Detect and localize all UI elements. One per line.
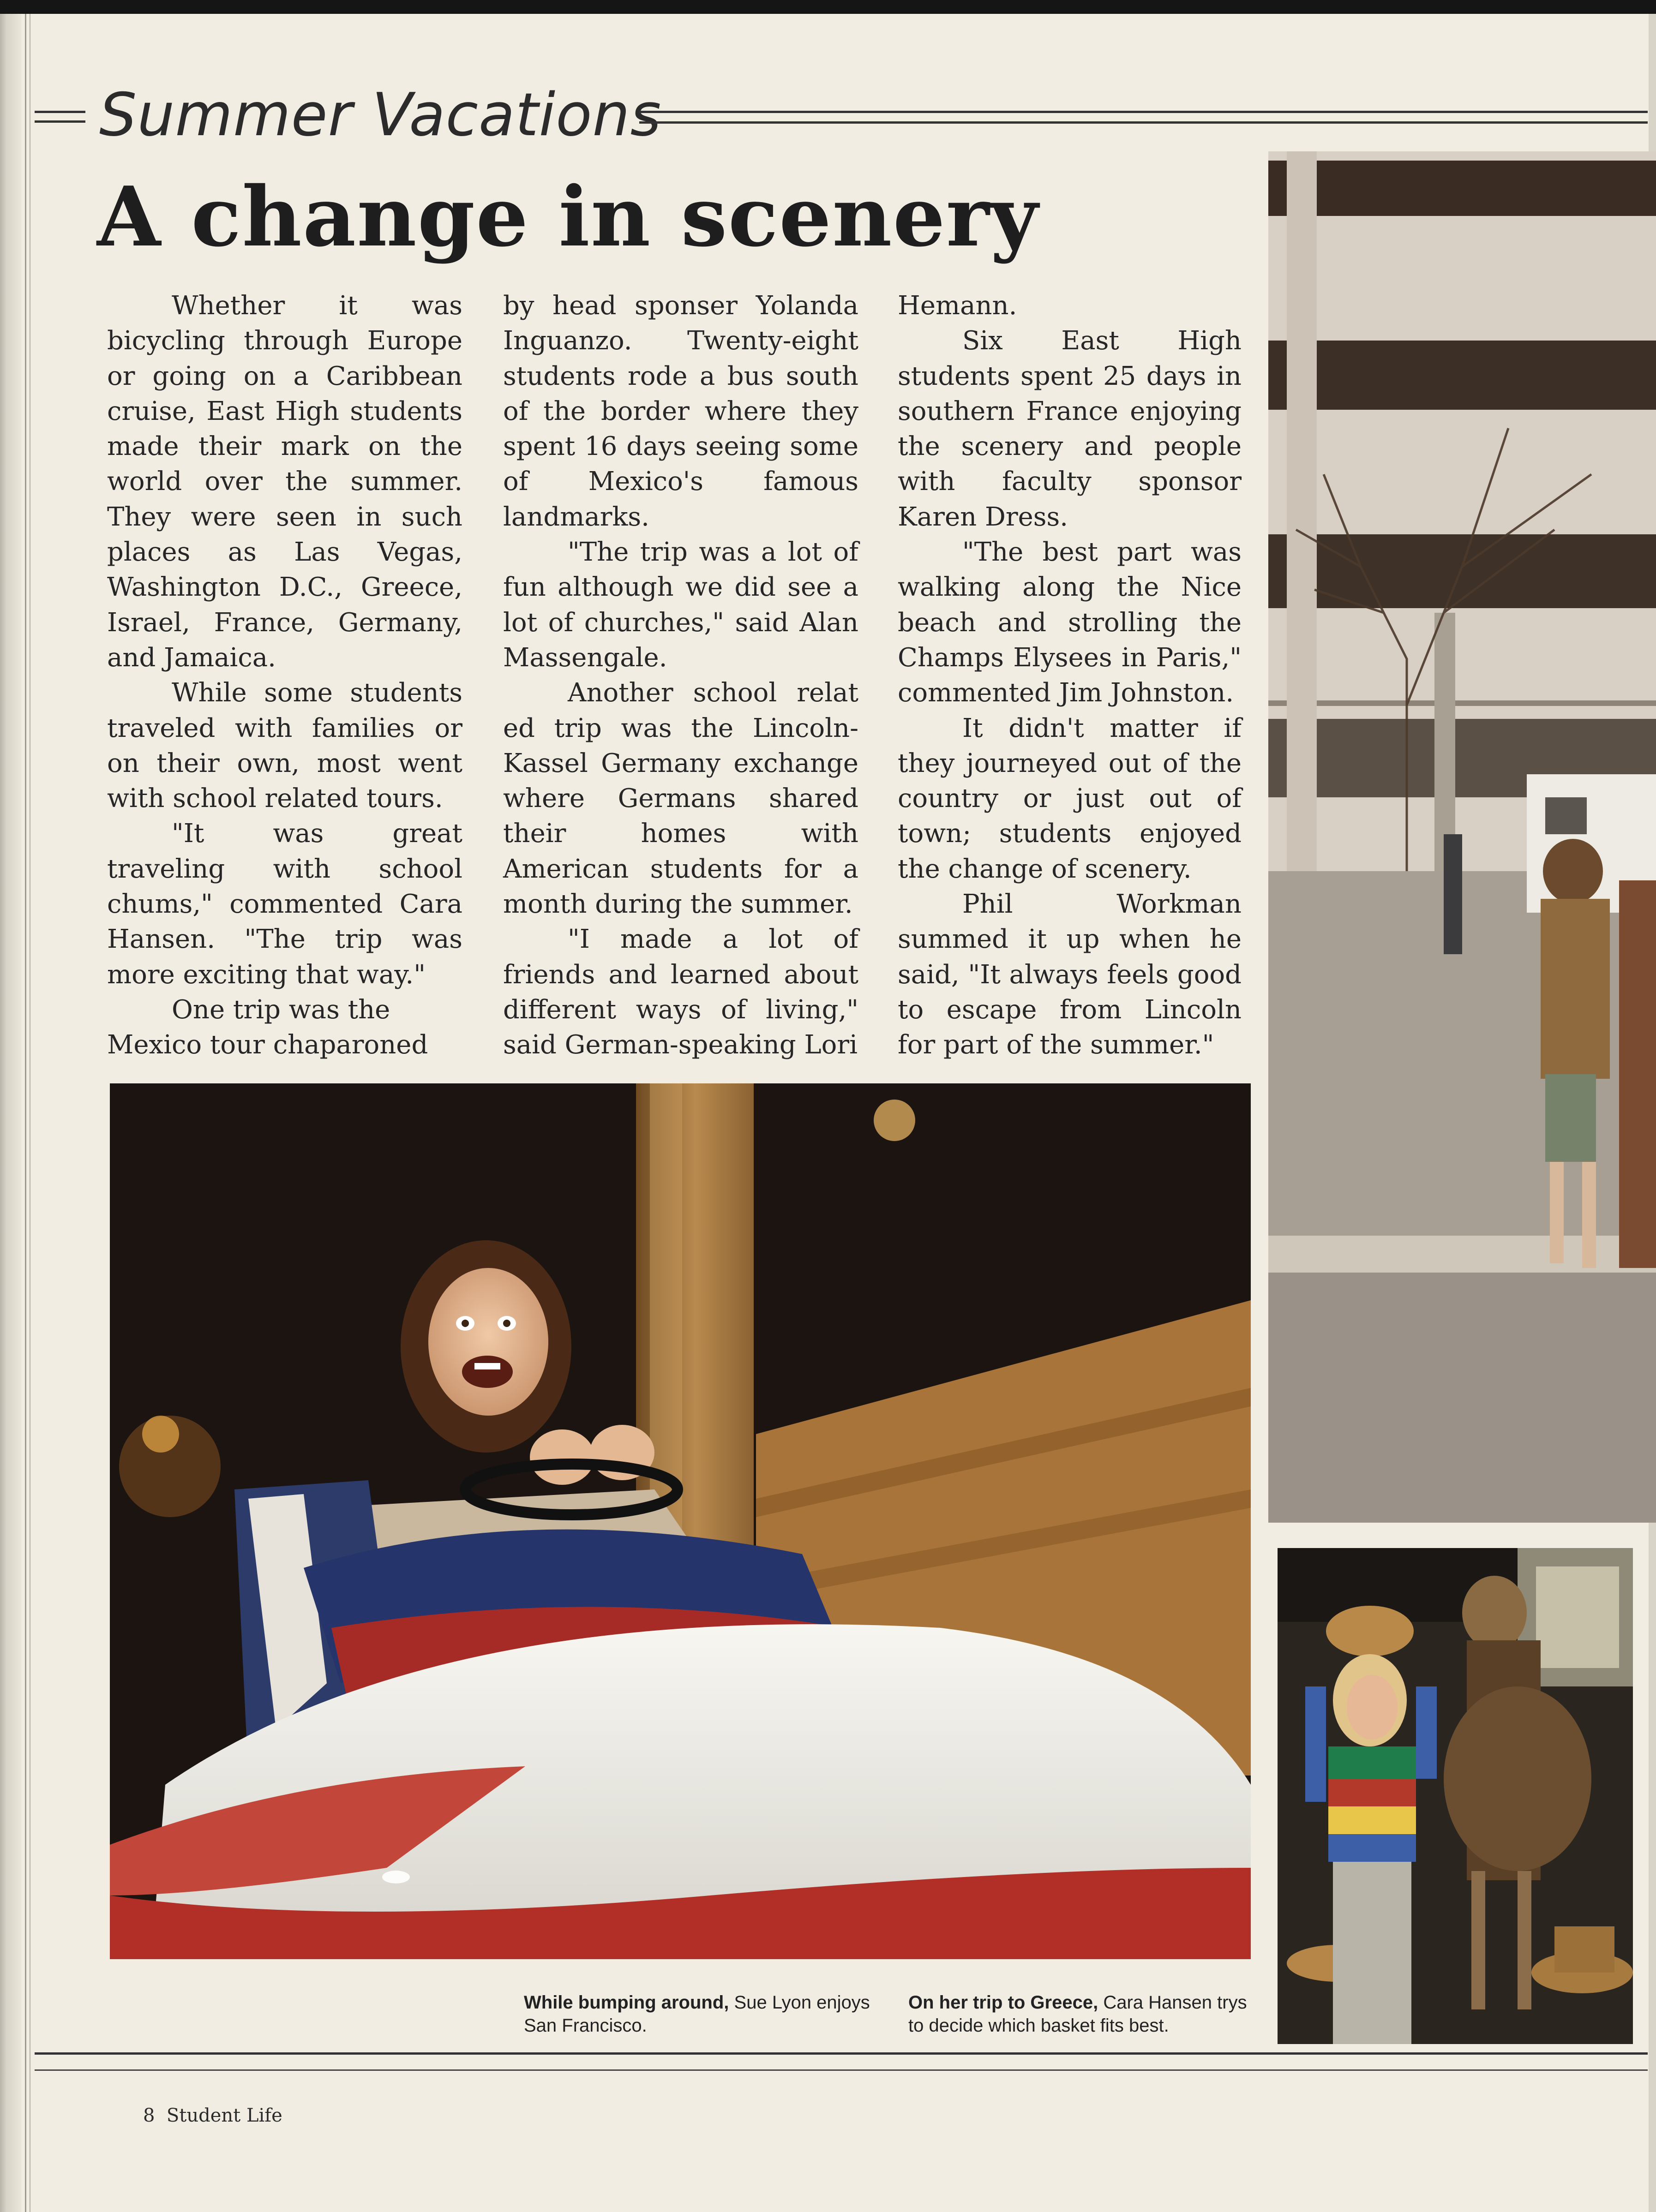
headline: A change in scenery xyxy=(97,168,1039,265)
greece-market-photo xyxy=(1278,1548,1633,2044)
caption-text: Sue Lyon enjoys San Francisco. xyxy=(524,1992,870,2036)
caption-greece-photo xyxy=(908,1991,1259,2037)
paragraph: It didn't matter if they journeyed out of the country or just out of town; students enjoyed the change of scenery. xyxy=(898,713,1242,884)
footer-rule xyxy=(35,2052,1648,2055)
paragraph: One trip was the Mexico tour chaparoned xyxy=(107,994,428,1060)
caption-lead: While bumping around, xyxy=(524,1992,729,2013)
paragraph: Hemann. xyxy=(898,291,1017,321)
section-kicker: Summer Vacations xyxy=(99,81,662,149)
paragraph: "It was great traveling with school chums," commented Cara Hansen. "The trip was more exciting that way." xyxy=(107,819,462,990)
header-rule-left xyxy=(35,111,85,123)
paragraph: "The best part was walking along the Nice beach and strolling the Champs Elysees in Paris," commented Jim Johnston. xyxy=(898,537,1242,708)
caption-main-photo xyxy=(524,1991,875,2037)
paragraph: Whether it was bicycling through Europe or going on a Caribbean cruise, East High students made their mark on the world over the summer. They were seen in such places as Las Vegas, Washington D.C., Greece, Israel, France, Germany, and Jamaica. xyxy=(107,291,462,673)
paragraph: "I made a lot of friends and learned about different ways of living," said German-speaking Lori xyxy=(503,924,858,1060)
page-folio: 8 Student Life xyxy=(143,2105,282,2126)
paragraph: "The trip was a lot of fun although we did see a lot of churches," said Alan Massengale. xyxy=(503,537,858,673)
article-column-1 xyxy=(107,288,462,1063)
paragraph: by head sponser Yolanda Inguanzo. Twenty-eight students rode a bus south of the border where they spent 16 days seeing some of Mexico's famous landmarks. xyxy=(503,291,858,532)
paragraph: While some students traveled with families or on their own, most went with school related tours. xyxy=(107,678,462,814)
street-scene-photo xyxy=(1268,151,1656,1523)
page-left-edge xyxy=(0,14,21,2212)
caption-text: Cara Hansen trys to decide which basket fits best. xyxy=(908,1992,1247,2036)
bumper-car-photo xyxy=(110,1083,1251,1959)
article-column-2 xyxy=(503,288,858,1063)
paragraph: Another school relat ed trip was the Lincoln-Kassel Germany exchange where Germans shared their homes with American students for a month during the summer. xyxy=(503,678,858,920)
paragraph: Phil Workman summed it up when he said, "It always feels good to escape from Lincoln for part of the summer." xyxy=(898,889,1242,1060)
article-column-3 xyxy=(898,288,1242,1063)
caption-lead: On her trip to Greece, xyxy=(908,1992,1098,2013)
page-top-band xyxy=(0,0,1656,14)
binding-line xyxy=(25,14,26,2212)
header-rule-right xyxy=(639,111,1648,124)
paragraph: Six East High students spent 25 days in southern France enjoying the scenery and people with faculty sponsor Karen Dress. xyxy=(898,326,1242,532)
footer-rule xyxy=(35,2069,1648,2071)
